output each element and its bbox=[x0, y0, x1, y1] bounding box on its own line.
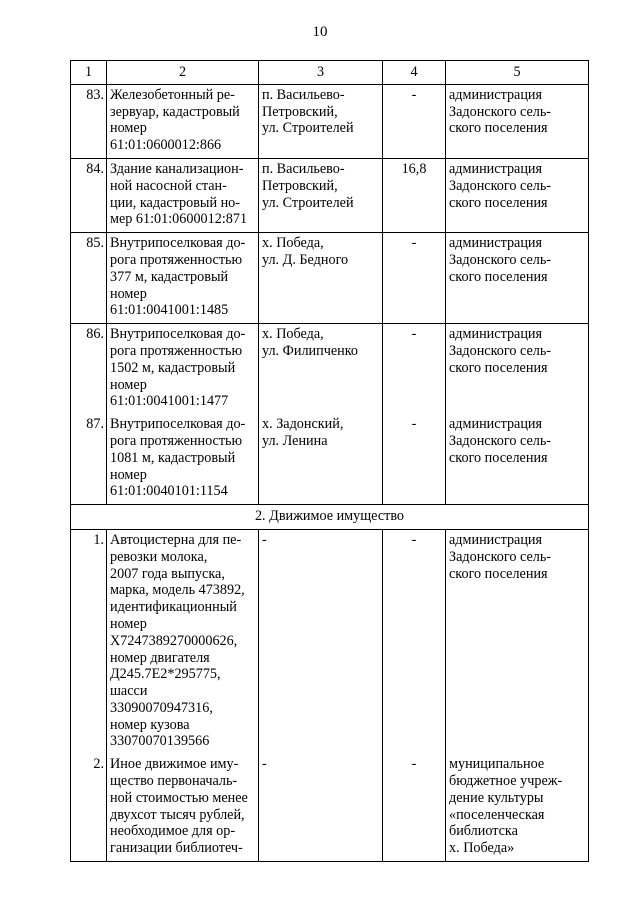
object-holder-line: бюджетное учреж- bbox=[449, 773, 563, 790]
object-name-line: двухсот тысяч рублей, bbox=[110, 806, 245, 823]
object-name-line: Внутрипоселковая до- bbox=[110, 416, 246, 433]
object-name-line: 61:01:0041001:1477 bbox=[110, 393, 229, 410]
object-holder bbox=[446, 324, 589, 414]
object-address-line: х. Победа, bbox=[262, 326, 324, 343]
object-area: - bbox=[383, 754, 446, 861]
object-name bbox=[107, 158, 259, 232]
object-holder bbox=[446, 158, 589, 232]
object-name-line: номер кузова bbox=[110, 716, 190, 733]
object-area: - bbox=[383, 529, 446, 754]
object-address-line: - bbox=[262, 531, 267, 548]
object-address-line: п. Васильево- bbox=[262, 86, 345, 103]
object-holder-line: администрация bbox=[449, 235, 543, 252]
object-address-line: ул. Ленина bbox=[262, 432, 328, 449]
object-holder bbox=[446, 529, 589, 754]
column-header-3: 3 bbox=[259, 61, 383, 85]
column-header-2: 2 bbox=[107, 61, 259, 85]
object-name-line: Д245.7Е2*295775, bbox=[110, 666, 221, 683]
object-name bbox=[107, 233, 259, 324]
object-holder-line: ского поселения bbox=[449, 194, 548, 211]
object-holder-line: ского поселения bbox=[449, 120, 548, 137]
object-address-line: ул. Д. Бедного bbox=[262, 251, 349, 268]
table-row bbox=[71, 414, 589, 504]
object-name-line: Внутрипоселковая до- bbox=[110, 326, 246, 343]
object-name-line: идентификационный bbox=[110, 599, 237, 616]
object-holder-line: Задонского сель- bbox=[449, 548, 552, 565]
object-holder-line: «поселенческая bbox=[449, 806, 545, 823]
object-holder-line: администрация bbox=[449, 416, 543, 433]
object-holder-line: ского поселения bbox=[449, 268, 548, 285]
object-name-line: 377 м, кадастровый bbox=[110, 268, 229, 285]
object-name-line: ганизации библиотеч- bbox=[110, 840, 243, 857]
object-holder bbox=[446, 233, 589, 324]
object-address bbox=[259, 414, 383, 504]
object-name-line: 33070070139566 bbox=[110, 733, 210, 750]
object-area: - bbox=[383, 324, 446, 414]
object-holder-line: Задонского сель- bbox=[449, 342, 552, 359]
table-row bbox=[71, 233, 589, 324]
object-name-line: номер bbox=[110, 615, 147, 632]
object-address-line: ул. Строителей bbox=[262, 194, 354, 211]
object-name-line: номер bbox=[110, 285, 147, 302]
object-name-line: Иное движимое иму- bbox=[110, 756, 239, 773]
object-address bbox=[259, 324, 383, 414]
object-address-line: х. Победа, bbox=[262, 235, 324, 252]
object-address bbox=[259, 84, 383, 158]
object-address bbox=[259, 158, 383, 232]
object-address bbox=[259, 754, 383, 861]
column-header-5: 5 bbox=[446, 61, 589, 85]
object-name-line: 2007 года выпуска, bbox=[110, 565, 225, 582]
row-number: 1. bbox=[71, 529, 107, 754]
object-name-line: ции, кадастровый но- bbox=[110, 194, 241, 211]
object-name-line: Железобетонный ре- bbox=[110, 86, 235, 103]
object-name-line: рога протяженностью bbox=[110, 432, 243, 449]
object-holder-line: Задонского сель- bbox=[449, 432, 552, 449]
object-name-line: зервуар, кадастровый bbox=[110, 103, 240, 120]
object-name bbox=[107, 414, 259, 504]
object-area: - bbox=[383, 414, 446, 504]
table-row bbox=[71, 158, 589, 232]
object-name bbox=[107, 754, 259, 861]
object-holder-line: Задонского сель- bbox=[449, 251, 552, 268]
object-area: - bbox=[383, 233, 446, 324]
object-name bbox=[107, 84, 259, 158]
object-name-line: ной насосной стан- bbox=[110, 177, 227, 194]
object-area: 16,8 bbox=[383, 158, 446, 232]
section-title: 2. Движимое имущество bbox=[71, 505, 589, 530]
object-name-line: шасси bbox=[110, 683, 148, 700]
object-name-line: рога протяженностью bbox=[110, 342, 243, 359]
object-holder-line: дение культуры bbox=[449, 789, 544, 806]
table-row bbox=[71, 754, 589, 861]
object-address bbox=[259, 529, 383, 754]
row-number: 86. bbox=[71, 324, 107, 414]
property-table bbox=[70, 60, 589, 862]
object-name-line: мер 61:01:0600012:871 bbox=[110, 211, 248, 228]
object-name-line: щество первоначаль- bbox=[110, 773, 238, 790]
object-address-line: х. Задонский, bbox=[262, 416, 344, 433]
object-name-line: марка, модель 473892, bbox=[110, 582, 245, 599]
table-row bbox=[71, 84, 589, 158]
object-name-line: номер bbox=[110, 120, 147, 137]
object-holder-line: администрация bbox=[449, 531, 543, 548]
object-name-line: X7247389270000626, bbox=[110, 632, 238, 649]
object-name-line: номер bbox=[110, 466, 147, 483]
object-area: - bbox=[383, 84, 446, 158]
object-name-line: 33090070947316, bbox=[110, 699, 213, 716]
object-name-line: Здание канализацион- bbox=[110, 160, 244, 177]
table-header-row bbox=[71, 61, 589, 85]
object-name-line: Внутрипоселковая до- bbox=[110, 235, 246, 252]
object-address-line: ул. Филипченко bbox=[262, 342, 358, 359]
object-name-line: номер bbox=[110, 376, 147, 393]
object-address bbox=[259, 233, 383, 324]
object-holder-line: администрация bbox=[449, 86, 543, 103]
object-holder bbox=[446, 754, 589, 861]
column-header-4: 4 bbox=[383, 61, 446, 85]
table-row bbox=[71, 529, 589, 754]
object-holder bbox=[446, 84, 589, 158]
object-holder bbox=[446, 414, 589, 504]
object-holder-line: ского поселения bbox=[449, 359, 548, 376]
object-address-line: Петровский, bbox=[262, 103, 338, 120]
section-row bbox=[71, 505, 589, 530]
object-name-line: 1081 м, кадастровый bbox=[110, 449, 236, 466]
object-holder-line: администрация bbox=[449, 160, 543, 177]
object-holder-line: Задонского сель- bbox=[449, 103, 552, 120]
row-number: 83. bbox=[71, 84, 107, 158]
object-holder-line: ского поселения bbox=[449, 565, 548, 582]
object-name-line: рога протяженностью bbox=[110, 251, 243, 268]
object-address-line: - bbox=[262, 756, 267, 773]
page-number: 10 bbox=[312, 24, 328, 40]
row-number: 85. bbox=[71, 233, 107, 324]
object-holder-line: ского поселения bbox=[449, 449, 548, 466]
object-name-line: ной стоимостью менее bbox=[110, 789, 248, 806]
object-holder-line: библиотска bbox=[449, 823, 518, 840]
object-name-line: необходимое для ор- bbox=[110, 823, 236, 840]
object-name-line: 61:01:0040101:1154 bbox=[110, 483, 228, 500]
column-header-1: 1 bbox=[71, 61, 107, 85]
object-holder-line: х. Победа» bbox=[449, 840, 515, 857]
object-holder-line: администрация bbox=[449, 326, 543, 343]
row-number: 2. bbox=[71, 754, 107, 861]
table-row bbox=[71, 324, 589, 414]
object-name-line: ревозки молока, bbox=[110, 548, 208, 565]
object-holder-line: Задонского сель- bbox=[449, 177, 552, 194]
object-name bbox=[107, 324, 259, 414]
object-holder-line: муниципальное bbox=[449, 756, 545, 773]
object-name-line: 61:01:0041001:1485 bbox=[110, 302, 229, 319]
object-address-line: Петровский, bbox=[262, 177, 338, 194]
object-address-line: п. Васильево- bbox=[262, 160, 345, 177]
object-name-line: номер двигателя bbox=[110, 649, 210, 666]
object-name-line: 1502 м, кадастровый bbox=[110, 359, 236, 376]
object-name-line: Автоцистерна для пе- bbox=[110, 531, 242, 548]
object-address-line: ул. Строителей bbox=[262, 120, 354, 137]
object-name-line: 61:01:0600012:866 bbox=[110, 137, 222, 154]
row-number: 84. bbox=[71, 158, 107, 232]
row-number: 87. bbox=[71, 414, 107, 504]
object-name bbox=[107, 529, 259, 754]
